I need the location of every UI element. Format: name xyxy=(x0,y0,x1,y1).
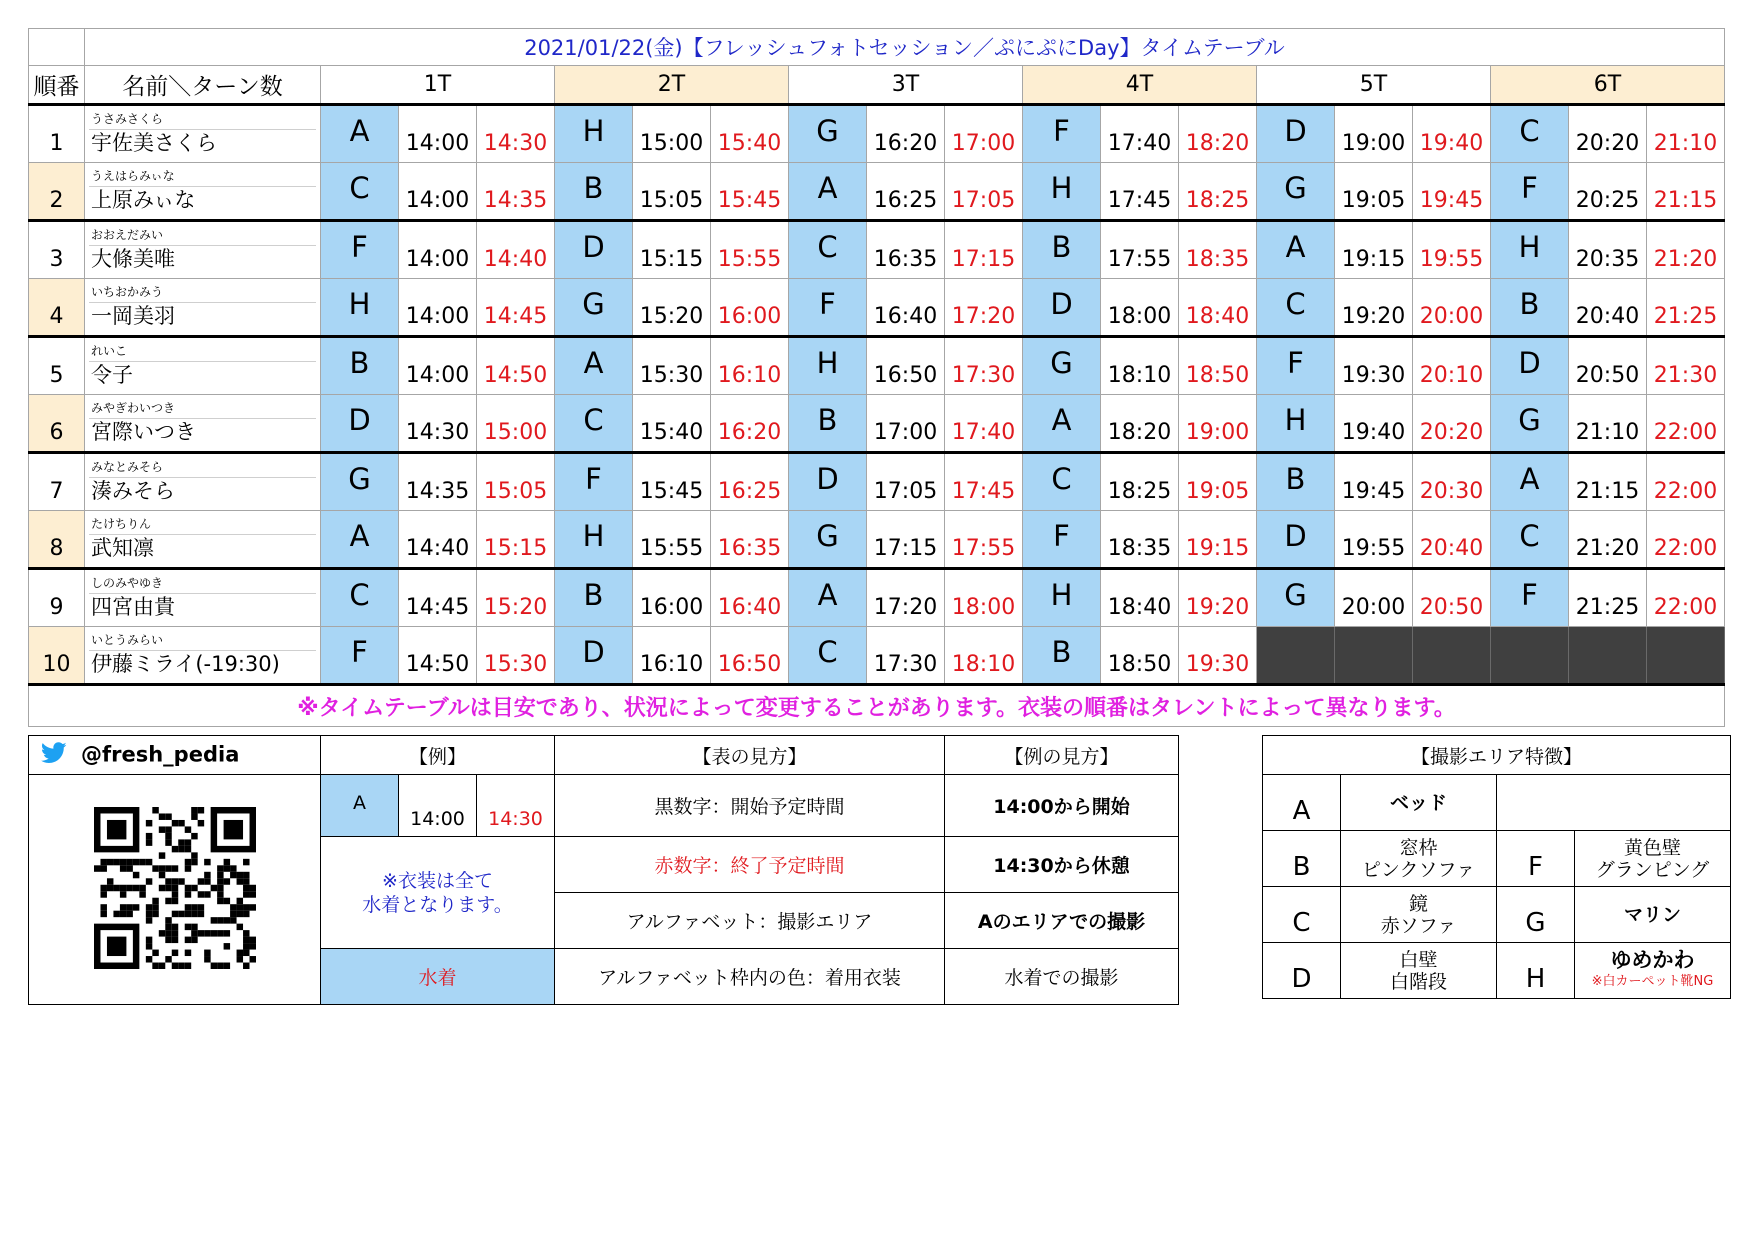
area-letter-c: C xyxy=(1263,887,1341,943)
start-time: 15:20 xyxy=(633,279,711,337)
furigana: おおえだみい xyxy=(91,228,164,242)
talent-name-cell xyxy=(85,453,321,511)
start-time: 17:15 xyxy=(867,511,945,569)
start-time: 19:30 xyxy=(1335,337,1413,395)
start-time: 17:55 xyxy=(1101,221,1179,279)
timetable-sheet xyxy=(28,28,1725,727)
area-letter: D xyxy=(1023,279,1101,337)
end-time: 20:40 xyxy=(1413,511,1491,569)
example-area-letter: A xyxy=(321,775,399,837)
start-time: 18:20 xyxy=(1101,395,1179,453)
end-time: 14:50 xyxy=(477,337,555,395)
end-time: 15:40 xyxy=(711,105,789,163)
talent-name: 四宮由貴 xyxy=(91,595,175,619)
twitter-bird-icon xyxy=(41,742,67,769)
end-time: 16:25 xyxy=(711,453,789,511)
end-time: 17:05 xyxy=(945,163,1023,221)
row-number: 5 xyxy=(29,337,85,395)
end-time: 16:10 xyxy=(711,337,789,395)
area-letter: F xyxy=(1023,511,1101,569)
area-letter: D xyxy=(321,395,399,453)
turn-header: 1T xyxy=(321,66,555,105)
table-row xyxy=(29,163,1725,221)
furigana: れいこ xyxy=(91,344,128,358)
start-time: 18:50 xyxy=(1101,627,1179,685)
start-time: 16:20 xyxy=(867,105,945,163)
area-desc-a xyxy=(1341,775,1497,831)
area-letter: H xyxy=(789,337,867,395)
area-letter: C xyxy=(1491,105,1569,163)
area-letter: C xyxy=(555,395,633,453)
start-time: 18:10 xyxy=(1101,337,1179,395)
end-time: 18:10 xyxy=(945,627,1023,685)
area-letter: C xyxy=(321,569,399,627)
talent-name: 宇佐美さくら xyxy=(91,131,217,155)
area-letter: F xyxy=(1023,105,1101,163)
end-time: 19:30 xyxy=(1179,627,1257,685)
example-header: 【例】 xyxy=(321,736,555,775)
end-time: 19:45 xyxy=(1413,163,1491,221)
timetable xyxy=(28,28,1725,727)
row-number: 2 xyxy=(29,163,85,221)
furigana: いとうみらい xyxy=(91,633,164,647)
end-time: 15:30 xyxy=(477,627,555,685)
area-desc-d-line2: 白階段 xyxy=(1389,970,1447,993)
end-time: 15:45 xyxy=(711,163,789,221)
qr-code-cell xyxy=(29,775,321,1005)
end-time: 18:20 xyxy=(1179,105,1257,163)
area-features-header: 【撮影エリア特徴】 xyxy=(1263,736,1731,775)
start-time: 14:40 xyxy=(399,511,477,569)
end-time: 17:55 xyxy=(945,511,1023,569)
end-time: 15:15 xyxy=(477,511,555,569)
start-time: 16:00 xyxy=(633,569,711,627)
area-letter-h: H xyxy=(1497,943,1575,999)
end-time: 18:40 xyxy=(1179,279,1257,337)
twitter-cell[interactable] xyxy=(29,736,321,775)
area-letter: C xyxy=(789,221,867,279)
order-header: 順番 xyxy=(29,66,85,105)
end-time: 18:50 xyxy=(1179,337,1257,395)
start-time: 20:25 xyxy=(1569,163,1647,221)
start-time: 14:00 xyxy=(399,105,477,163)
area-desc-h-ng-note: ※白カーペット靴NG xyxy=(1591,973,1714,989)
area-letter: G xyxy=(555,279,633,337)
talent-name: 宮際いつき xyxy=(91,420,196,444)
area-letter: G xyxy=(789,105,867,163)
end-time: 18:00 xyxy=(945,569,1023,627)
end-time: 21:20 xyxy=(1647,221,1725,279)
area-letter: B xyxy=(1257,453,1335,511)
area-letter: D xyxy=(1491,337,1569,395)
end-time: 21:15 xyxy=(1647,163,1725,221)
end-time: 20:10 xyxy=(1413,337,1491,395)
example-read-header: 【例の見方】 xyxy=(945,736,1179,775)
start-time: 18:00 xyxy=(1101,279,1179,337)
end-time: 16:00 xyxy=(711,279,789,337)
area-letter: A xyxy=(321,105,399,163)
area-desc-a-line1: ベッド xyxy=(1389,791,1447,814)
start-time: 15:00 xyxy=(633,105,711,163)
unavailable-slot xyxy=(1491,627,1569,685)
area-letter: H xyxy=(1023,163,1101,221)
example-end-time: 14:30 xyxy=(477,775,555,837)
end-time: 20:50 xyxy=(1413,569,1491,627)
area-letter: C xyxy=(1491,511,1569,569)
end-time: 17:40 xyxy=(945,395,1023,453)
start-time: 19:55 xyxy=(1335,511,1413,569)
area-desc-c-line2: 赤ソファ xyxy=(1380,914,1457,937)
start-time: 21:25 xyxy=(1569,569,1647,627)
area-desc-b-line1: 窓枠 xyxy=(1399,836,1438,859)
start-time: 17:30 xyxy=(867,627,945,685)
area-letter: F xyxy=(321,221,399,279)
table-row xyxy=(29,337,1725,395)
row-number: 1 xyxy=(29,105,85,163)
how-to-read-header: 【表の見方】 xyxy=(555,736,945,775)
name-header: 名前＼ターン数 xyxy=(85,66,321,105)
start-time: 15:15 xyxy=(633,221,711,279)
talent-name: 伊藤ミライ(-19:30) xyxy=(91,652,280,676)
how-red-numbers: 赤数字：終了予定時間 xyxy=(555,837,945,893)
start-time: 17:20 xyxy=(867,569,945,627)
start-time: 19:40 xyxy=(1335,395,1413,453)
start-time: 14:00 xyxy=(399,221,477,279)
area-letter: C xyxy=(789,627,867,685)
start-time: 15:40 xyxy=(633,395,711,453)
start-time: 14:00 xyxy=(399,163,477,221)
end-time: 20:20 xyxy=(1413,395,1491,453)
start-time: 16:10 xyxy=(633,627,711,685)
row-number: 6 xyxy=(29,395,85,453)
area-letter-d: D xyxy=(1263,943,1341,999)
area-letter: A xyxy=(1491,453,1569,511)
end-time: 19:05 xyxy=(1179,453,1257,511)
start-time: 20:50 xyxy=(1569,337,1647,395)
area-letter: B xyxy=(555,569,633,627)
area-letter: C xyxy=(1023,453,1101,511)
swimsuit-swatch: 水着 xyxy=(321,949,555,1005)
end-time: 15:55 xyxy=(711,221,789,279)
start-time: 14:00 xyxy=(399,279,477,337)
area-letter: A xyxy=(321,511,399,569)
area-letter-f: F xyxy=(1497,831,1575,887)
area-letter: G xyxy=(789,511,867,569)
unavailable-slot xyxy=(1413,627,1491,685)
talent-name-cell xyxy=(85,511,321,569)
area-letter: B xyxy=(555,163,633,221)
talent-name-cell xyxy=(85,163,321,221)
end-time: 18:25 xyxy=(1179,163,1257,221)
area-letter: F xyxy=(789,279,867,337)
row-number: 9 xyxy=(29,569,85,627)
area-letter: F xyxy=(1491,569,1569,627)
end-time: 14:40 xyxy=(477,221,555,279)
end-time: 22:00 xyxy=(1647,511,1725,569)
area-letter: B xyxy=(789,395,867,453)
end-time: 14:30 xyxy=(477,105,555,163)
table-row xyxy=(29,221,1725,279)
unavailable-slot xyxy=(1647,627,1725,685)
table-row xyxy=(29,105,1725,163)
area-empty-cell xyxy=(1497,775,1731,831)
start-time: 19:20 xyxy=(1335,279,1413,337)
end-time: 15:20 xyxy=(477,569,555,627)
area-letter: D xyxy=(555,221,633,279)
start-time: 17:45 xyxy=(1101,163,1179,221)
start-time: 16:35 xyxy=(867,221,945,279)
end-time: 21:30 xyxy=(1647,337,1725,395)
furigana: いちおかみう xyxy=(91,285,164,299)
talent-name-cell xyxy=(85,105,321,163)
end-time: 15:00 xyxy=(477,395,555,453)
area-letter: C xyxy=(1257,279,1335,337)
talent-name: 上原みぃな xyxy=(91,188,196,212)
end-time: 17:20 xyxy=(945,279,1023,337)
start-time: 19:05 xyxy=(1335,163,1413,221)
area-letter: A xyxy=(1023,395,1101,453)
area-letter-a: A xyxy=(1263,775,1341,831)
costume-note-line2: 水着となります。 xyxy=(362,893,513,916)
end-time: 17:30 xyxy=(945,337,1023,395)
end-time: 17:00 xyxy=(945,105,1023,163)
area-letter: D xyxy=(1257,511,1335,569)
end-time: 21:10 xyxy=(1647,105,1725,163)
area-letter-b: B xyxy=(1263,831,1341,887)
area-desc-h-line1: ゆめかわ xyxy=(1610,947,1695,972)
furigana: たけちりん xyxy=(91,517,152,531)
area-letter: D xyxy=(555,627,633,685)
end-time: 22:00 xyxy=(1647,395,1725,453)
talent-name: 一岡美羽 xyxy=(91,304,175,328)
end-time: 16:50 xyxy=(711,627,789,685)
area-desc-b xyxy=(1341,831,1497,887)
start-time: 19:15 xyxy=(1335,221,1413,279)
schedule-notice: ※タイムテーブルは目安であり、状況によって変更することがあります。衣装の順番はタレントによって異なります。 xyxy=(29,685,1725,727)
end-time: 17:45 xyxy=(945,453,1023,511)
start-time: 15:55 xyxy=(633,511,711,569)
row-number: 7 xyxy=(29,453,85,511)
row-number: 3 xyxy=(29,221,85,279)
talent-name: 武知凛 xyxy=(91,536,154,560)
table-row xyxy=(29,627,1725,685)
end-time: 18:35 xyxy=(1179,221,1257,279)
start-time: 18:40 xyxy=(1101,569,1179,627)
talent-name-cell xyxy=(85,627,321,685)
how-frame-color: アルファベット枠内の色：着用衣装 xyxy=(555,949,945,1005)
end-time: 22:00 xyxy=(1647,453,1725,511)
area-letter: B xyxy=(1023,221,1101,279)
talent-name: 大條美唯 xyxy=(91,247,175,271)
explain-costume: 水着での撮影 xyxy=(945,949,1179,1005)
area-letter: G xyxy=(1257,163,1335,221)
area-letter: H xyxy=(1491,221,1569,279)
turn-header: 3T xyxy=(789,66,1023,105)
talent-name: 湊みそら xyxy=(91,479,175,503)
area-desc-h xyxy=(1575,943,1731,999)
page-title: 2021/01/22(金)【フレッシュフォトセッション／ぷにぷにDay】タイムテーブル xyxy=(85,29,1725,66)
turn-header: 5T xyxy=(1257,66,1491,105)
end-time: 22:00 xyxy=(1647,569,1725,627)
area-letter: A xyxy=(555,337,633,395)
start-time: 17:40 xyxy=(1101,105,1179,163)
start-time: 20:20 xyxy=(1569,105,1647,163)
area-letter: A xyxy=(789,569,867,627)
start-time: 20:00 xyxy=(1335,569,1413,627)
end-time: 16:20 xyxy=(711,395,789,453)
table-row xyxy=(29,453,1725,511)
area-letter: B xyxy=(1023,627,1101,685)
end-time: 16:40 xyxy=(711,569,789,627)
end-time: 17:15 xyxy=(945,221,1023,279)
area-desc-f-line1: 黄色壁 xyxy=(1623,836,1681,859)
table-row xyxy=(29,395,1725,453)
talent-name-cell xyxy=(85,279,321,337)
example-start-time: 14:00 xyxy=(399,775,477,837)
area-desc-g-line1: マリン xyxy=(1623,903,1681,926)
talent-name-cell xyxy=(85,569,321,627)
turn-header: 4T xyxy=(1023,66,1257,105)
turn-header: 2T xyxy=(555,66,789,105)
how-alphabet: アルファベット：撮影エリア xyxy=(555,893,945,949)
area-letter: H xyxy=(555,105,633,163)
start-time: 18:35 xyxy=(1101,511,1179,569)
end-time: 15:05 xyxy=(477,453,555,511)
end-time: 16:35 xyxy=(711,511,789,569)
unavailable-slot xyxy=(1335,627,1413,685)
talent-name-cell xyxy=(85,337,321,395)
row-number: 8 xyxy=(29,511,85,569)
area-letter: G xyxy=(1023,337,1101,395)
end-time: 19:15 xyxy=(1179,511,1257,569)
area-letter: B xyxy=(321,337,399,395)
area-features-block xyxy=(1262,735,1731,999)
start-time: 14:00 xyxy=(399,337,477,395)
start-time: 15:05 xyxy=(633,163,711,221)
furigana: うさみさくら xyxy=(91,112,164,126)
area-desc-c xyxy=(1341,887,1497,943)
area-desc-b-line2: ピンクソファ xyxy=(1361,858,1476,881)
explain-start: 14:00から開始 xyxy=(945,775,1179,837)
table-row xyxy=(29,569,1725,627)
area-desc-c-line1: 鏡 xyxy=(1408,892,1428,915)
start-time: 20:40 xyxy=(1569,279,1647,337)
explain-area: Aのエリアでの撮影 xyxy=(945,893,1179,949)
area-letter: D xyxy=(789,453,867,511)
unavailable-slot xyxy=(1257,627,1335,685)
start-time: 21:10 xyxy=(1569,395,1647,453)
start-time: 16:40 xyxy=(867,279,945,337)
area-desc-d-line1: 白壁 xyxy=(1399,948,1438,971)
furigana: みやぎわいつき xyxy=(91,401,176,415)
start-time: 14:45 xyxy=(399,569,477,627)
furigana: うえはらみぃな xyxy=(91,169,175,183)
furigana: みなとみそら xyxy=(91,460,164,474)
area-desc-g xyxy=(1575,887,1731,943)
area-letter: F xyxy=(555,453,633,511)
qr-code-icon xyxy=(94,807,256,969)
area-letter: C xyxy=(321,163,399,221)
end-time: 20:00 xyxy=(1413,279,1491,337)
start-time: 21:15 xyxy=(1569,453,1647,511)
area-letter: F xyxy=(321,627,399,685)
start-time: 14:30 xyxy=(399,395,477,453)
costume-note xyxy=(321,837,555,949)
start-time: 15:30 xyxy=(633,337,711,395)
furigana: しのみやゆき xyxy=(91,576,164,590)
start-time: 18:25 xyxy=(1101,453,1179,511)
area-desc-d xyxy=(1341,943,1497,999)
area-letter: F xyxy=(1491,163,1569,221)
twitter-handle: @fresh_pedia xyxy=(81,742,240,766)
table-row xyxy=(29,279,1725,337)
area-letter: B xyxy=(1491,279,1569,337)
corner-cell xyxy=(29,29,85,66)
area-letter: A xyxy=(1257,221,1335,279)
start-time: 16:25 xyxy=(867,163,945,221)
area-letter: F xyxy=(1257,337,1335,395)
area-letter: H xyxy=(555,511,633,569)
costume-note-line1: ※衣装は全て xyxy=(382,869,493,892)
area-letter: A xyxy=(789,163,867,221)
area-letter: H xyxy=(1023,569,1101,627)
how-black-numbers: 黒数字：開始予定時間 xyxy=(555,775,945,837)
explain-break: 14:30から休憩 xyxy=(945,837,1179,893)
talent-name-cell xyxy=(85,221,321,279)
area-letter-g: G xyxy=(1497,887,1575,943)
end-time: 14:35 xyxy=(477,163,555,221)
area-letter: G xyxy=(1491,395,1569,453)
area-desc-f xyxy=(1575,831,1731,887)
end-time: 19:55 xyxy=(1413,221,1491,279)
start-time: 21:20 xyxy=(1569,511,1647,569)
start-time: 15:45 xyxy=(633,453,711,511)
talent-name-cell xyxy=(85,395,321,453)
row-number: 4 xyxy=(29,279,85,337)
turn-header: 6T xyxy=(1491,66,1725,105)
end-time: 20:30 xyxy=(1413,453,1491,511)
table-row xyxy=(29,511,1725,569)
start-time: 17:05 xyxy=(867,453,945,511)
start-time: 19:45 xyxy=(1335,453,1413,511)
area-letter: H xyxy=(1257,395,1335,453)
start-time: 14:35 xyxy=(399,453,477,511)
end-time: 21:25 xyxy=(1647,279,1725,337)
end-time: 19:20 xyxy=(1179,569,1257,627)
row-number: 10 xyxy=(29,627,85,685)
start-time: 14:50 xyxy=(399,627,477,685)
talent-name: 令子 xyxy=(91,363,133,387)
start-time: 17:00 xyxy=(867,395,945,453)
start-time: 16:50 xyxy=(867,337,945,395)
end-time: 19:40 xyxy=(1413,105,1491,163)
start-time: 19:00 xyxy=(1335,105,1413,163)
end-time: 19:00 xyxy=(1179,395,1257,453)
end-time: 14:45 xyxy=(477,279,555,337)
area-letter: D xyxy=(1257,105,1335,163)
area-letter: H xyxy=(321,279,399,337)
area-letter: G xyxy=(1257,569,1335,627)
legend-block xyxy=(28,735,1179,1005)
start-time: 20:35 xyxy=(1569,221,1647,279)
area-desc-f-line2: グランピング xyxy=(1595,858,1710,881)
area-letter: G xyxy=(321,453,399,511)
unavailable-slot xyxy=(1569,627,1647,685)
